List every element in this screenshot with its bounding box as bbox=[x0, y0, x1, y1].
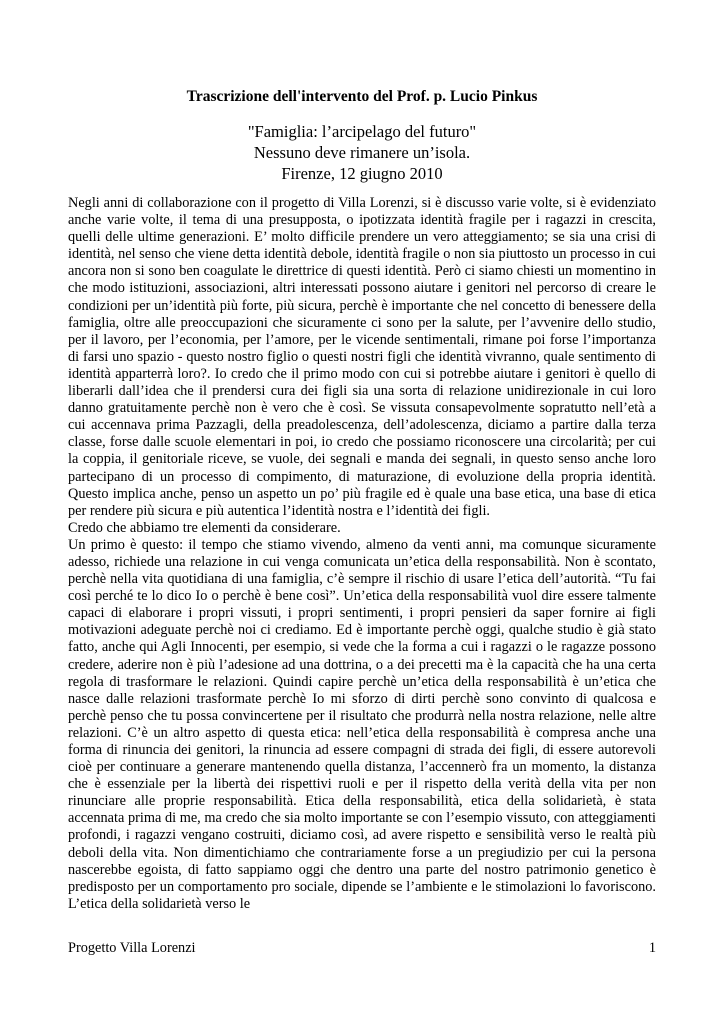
body-text bbox=[68, 195, 656, 913]
subtitle-tagline: Nessuno deve rimanere un’isola. bbox=[253, 143, 471, 162]
event-subtitle bbox=[68, 121, 656, 184]
footer-project-name: Progetto Villa Lorenzi bbox=[68, 940, 196, 956]
subtitle-place-date: Firenze, 12 giugno 2010 bbox=[281, 164, 443, 183]
paragraph: Negli anni di collaborazione con il progetto di Villa Lorenzi, si è discusso varie volte, si è evidenziato anche varie volte, il tema di una presupposta, o ipotizzata identità fragile per i ragazzi in crescita, quelli delle ultime generazioni. E’ molto difficile prendere un vero atteggiamento; se sia una crisi di identità, nel senso che viene detta identità debole, identità fragile o non sia piuttosto un processo in cui ancora non si sono ben coagulate le direttrice di questi identità. Però ci siamo chiesti un momentino in che modo istituzioni, associazioni, altri interessati possono aiutare i genitori nel percorso di creare le condizioni per un’identità più forte, più sicura, perchè è importante che nel concetto di benessere della famiglia, oltre alle preoccupazioni che sicuramente ci sono per la salute, per l’avvenire dello studio, per il lavoro, per l’economia, per l’amore, per le vicende sentimentali, rimane poi forse l’importanza di farsi uno spazio - questo nostro figlio o questi nostri figli che identità vivranno, quale sentimento di identità apparterrà loro?. Io credo che il primo modo con cui si potrebbe aiutare i genitori è quello di liberarli dall’idea che il prendersi cura dei figli sia una sorta di relazione unidirezionale in cui loro danno gratuitamente perchè non è vero che è così. Se vissuta consapevolmente sopratutto nell’età a cui accennava prima Pazzagli, della preadolescenza, dell’adolescenza, diciamo a partire dalla terza classe, forse dalle scuole elementari in poi, io credo che possiamo riconoscere una circolarità; per cui la coppia, il genitoriale riceve, se vuole, dei segnali e manda dei segnali, in questo senso anche loro partecipano di un processo di compimento, di maturazione, di evoluzione della propria identità. Questo implica anche, penso un aspetto un po’ più fragile ed è quale una base etica, una base di etica per rendere più sicura e più autentica l’identità nostra e l’identità dei figli. bbox=[68, 195, 656, 519]
document-title: Trascrizione dell'intervento del Prof. p. Lucio Pinkus bbox=[186, 88, 538, 105]
subtitle-event-name: "Famiglia: l’arcipelago del futuro" bbox=[247, 122, 477, 141]
footer-page-number: 1 bbox=[648, 940, 656, 956]
paragraph: Un primo è questo: il tempo che stiamo vivendo, almeno da venti anni, ma comunque sicuramente adesso, richiede una relazione in cui venga comunicata un’etica della responsabilità. Non è scontato, perchè nella vita quotidiana di una famiglia, c’è sempre il rischio di usare l’etica dell’autorità. “Tu fai così perché te lo dico Io o perchè è bene così”. Un’etica della responsabilità vuol dire essere talmente capaci di elaborare i propri vissuti, i propri sentimenti, i propri pensieri da saper fornire ai figli motivazioni adeguate perchè noi ci crediamo. Ed è importante perchè oggi, qualche studio è già stato fatto, anche qui Agli Innocenti, per esempio, si vede che la forma a cui i ragazzi o le ragazze possono credere, aderire non è più l’adesione ad una dottrina, o a dei precetti ma è la capacità che ha una certa regola di trasformare le relazioni. Quindi capire perchè un’etica della responsabilità è un’etica che nasce dalle relazioni trasformate perchè Io mi sforzo di dirti perchè sono convinto di qualcosa e perchè penso che tu possa convincertene per il risultato che produrrà nella nostra relazione, nelle altre relazioni. C’è un altro aspetto di questa etica: nell’etica della responsabilità è compresa anche una forma di rinuncia dei genitori, la rinuncia ad essere compagni di strada dei figli, di essere autorevoli cioè per continuare a generare mantenendo quella distanza, l’accennerò fra un momento, la distanza che è essenziale per la libertà dei rispettivi ruoli e per il rispetto della verità della vita per non rinunciare alle proprie responsabilità. Etica della responsabilità, etica della solidarietà, è stata accennata prima di me, ma credo che sia molto importante se con l’esempio vissuto, con atteggiamenti profondi, i ragazzi vengano costruiti, diciamo così, ad avere rispetto e sensibilità verso le realtà più deboli della vita. Non dimentichiamo che contrariamente forse a un pregiudizio per cui la persona nascerebbe egoista, di fatto sappiamo oggi che dentro una parte del nostro patrimonio genetico è predisposto per un comportamento pro sociale, dipende se l’ambiente e le stimolazioni lo favoriscono. L’etica della solidarietà verso le bbox=[68, 536, 656, 912]
paragraph: Credo che abbiamo tre elementi da considerare. bbox=[68, 519, 341, 536]
